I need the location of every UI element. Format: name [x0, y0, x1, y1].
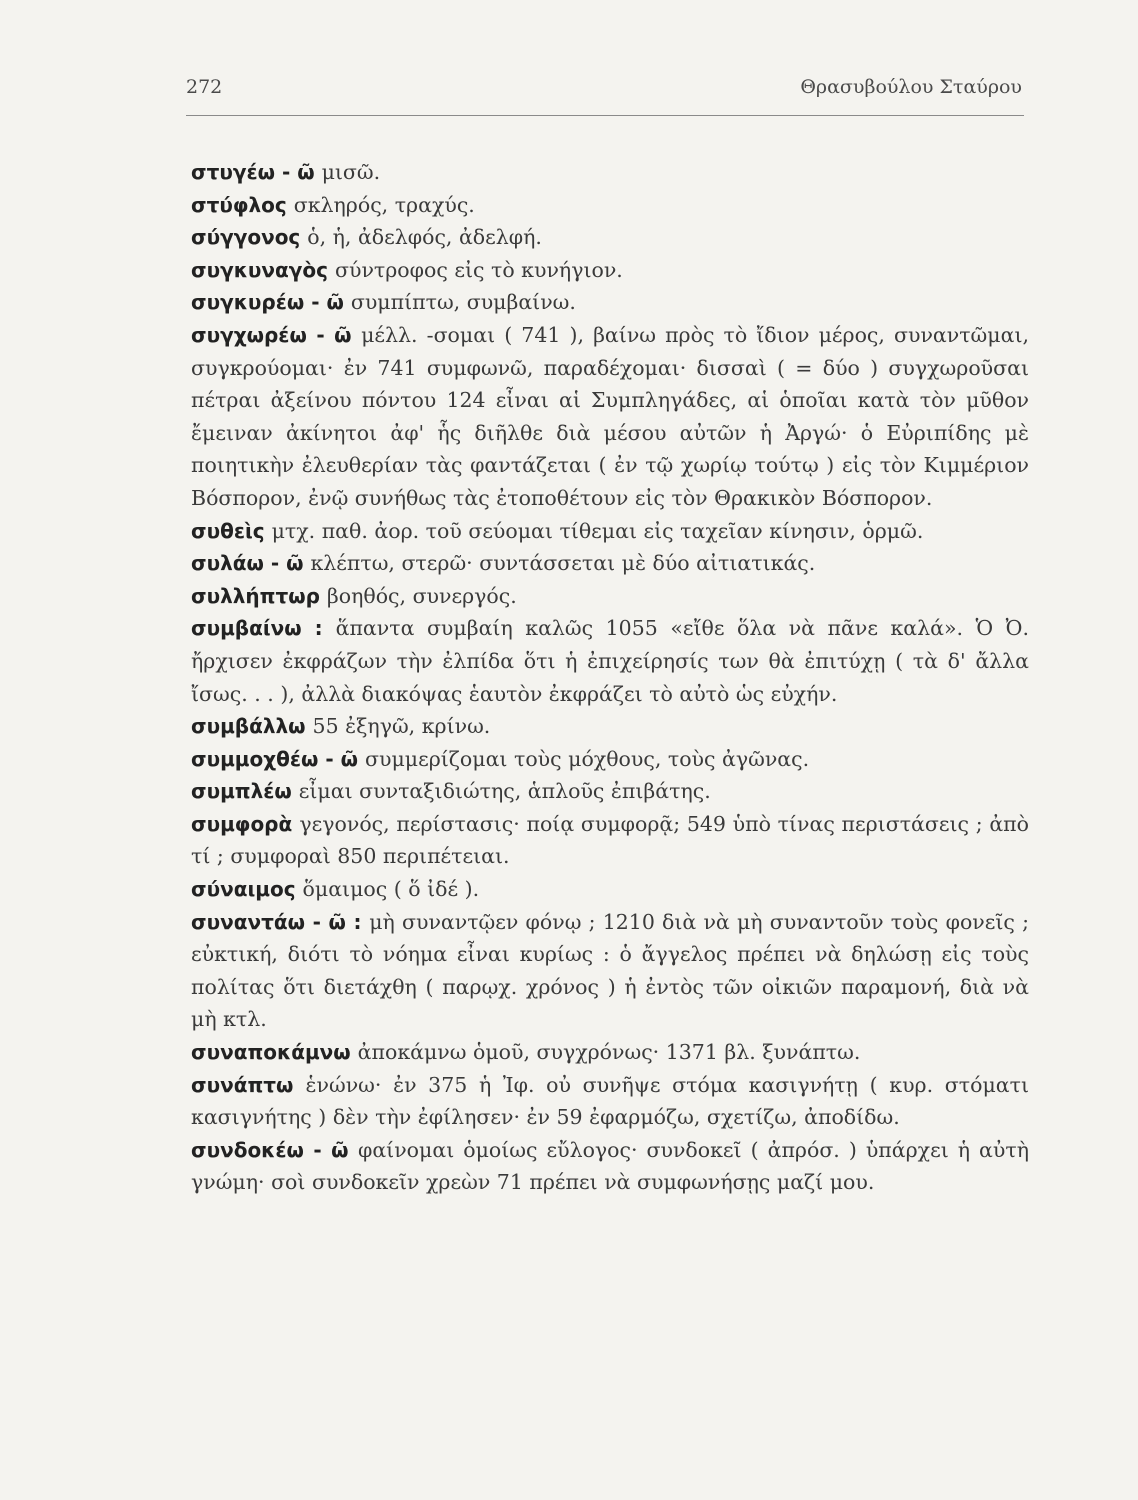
- entry: [191, 1036, 1029, 1069]
- page-number: 272: [186, 76, 223, 98]
- entry-lemma: συθεὶς: [191, 518, 265, 543]
- entry-definition: μισῶ.: [321, 160, 381, 184]
- entry-lemma: συγκυρέω - ῶ: [191, 290, 344, 315]
- entry-lemma: συγχωρέω - ῶ: [191, 322, 352, 347]
- entry: [191, 189, 1029, 222]
- entry-definition: μὴ συναντῷεν φόνῳ ; 1210 διὰ νὰ μὴ συναντοῦν τοὺς φονεῖς ; εὐκτική, διότι τὸ νόημα εἶναι κυρίως : ὁ ἄγγελος πρέπει νὰ δηλώσῃ εἰς τοὺς πολίτας ὅτι διετάχθη ( παρῳχ. χρόνος ) ἡ ἐντὸς τῶν οἰκιῶν παραμονή, διὰ νὰ μὴ κτλ.: [191, 909, 1029, 1032]
- entry-definition: ὁ, ἡ, ἀδελφός, ἀδελφή.: [307, 225, 542, 250]
- entry-lemma: σύγγονος: [191, 225, 301, 250]
- entry-lemma: συμπλέω: [191, 779, 292, 804]
- entry-lemma: συναποκάμνω: [191, 1040, 351, 1065]
- entry: [191, 1134, 1029, 1199]
- entry: [191, 286, 1029, 319]
- entry: [191, 156, 1029, 189]
- entry: [191, 612, 1029, 710]
- entry: [191, 808, 1029, 873]
- entry-definition: εἶμαι συνταξιδιώτης, ἁπλοῦς ἐπιβάτης.: [298, 779, 711, 804]
- entry-definition: σκληρός, τραχύς.: [293, 192, 475, 217]
- entry-definition: σύντροφος εἰς τὸ κυνήγιον.: [334, 257, 623, 282]
- entry: [191, 319, 1029, 515]
- entry-definition: μέλλ. -σομαι ( 741 ), βαίνω πρὸς τὸ ἴδιον μέρος, συναντῶμαι, συγκρούομαι· ἐν 741 συμφωνῶ, παραδέχομαι· δισσαὶ ( = δύο ) συγχωροῦσαι πέτραι ἀξείνου πόντου 124 εἶναι αἱ Συμπληγάδες, αἱ ὁποῖαι κατὰ τὸν μῦθον ἔμειναν ἀκίνητοι ἀφ' ἧς διῆλθε διὰ μέσου αὐτῶν ἡ Ἀργώ· ὁ Εὐριπίδης μὲ ποιητικὴν ἐλευθερίαν τὰς φαντάζεται ( ἐν τῷ χωρίῳ τούτῳ ) εἰς τὸν Κιμμέριον Βόσπορον, ἐνῷ συνήθως τὰς ἐτοποθέτουν εἰς τὸν Θρακικὸν Βόσπορον.: [191, 322, 1029, 510]
- entry-definition: ὅμαιμος ( ὅ ἰδέ ).: [302, 877, 480, 902]
- entry: [191, 547, 1029, 580]
- entry: [191, 1069, 1029, 1134]
- glossary-entries: [191, 156, 1029, 1199]
- entry-lemma: σύναιμος: [191, 877, 296, 902]
- entry-lemma: συγκυναγὸς: [191, 257, 329, 282]
- entry-lemma: συμφορὰ: [191, 811, 293, 836]
- entry-definition: 55 ἐξηγῶ, κρίνω.: [312, 714, 491, 739]
- entry: [191, 873, 1029, 906]
- entry-definition: ἑνώνω· ἐν 375 ἡ Ἰφ. οὐ συνῆψε στόμα κασιγνήτῃ ( κυρ. στόματι κασιγνήτης ) δὲν τὴν ἐφίλησεν· ἐν 59 ἐφαρμόζω, σχετίζω, ἀποδίδω.: [191, 1072, 1029, 1130]
- entry: [191, 580, 1029, 613]
- page-header: [186, 76, 1022, 98]
- entry-lemma: στύφλος: [191, 192, 287, 217]
- header-rule: [186, 115, 1024, 116]
- entry-definition: κλέπτω, στερῶ· συντάσσεται μὲ δύο αἰτιατικάς.: [310, 551, 816, 576]
- entry-definition: ἅπαντα συμβαίη καλῶς 1055 «εἴθε ὅλα νὰ πᾶνε καλά». Ὁ Ὀ. ἤρχισεν ἐκφράζων τὴν ἐλπίδα ὅτι ἡ ἐπιχείρησίς των θὰ ἐπιτύχῃ ( τὰ δ' ἄλλα ἴσως. . . ), ἀλλὰ διακόψας ἑαυτὸν ἐκφράζει τὸ αὐτὸ ὡς εὐχήν.: [191, 616, 1029, 706]
- entry-definition: συμπίπτω, συμβαίνω.: [350, 290, 576, 315]
- entry: [191, 775, 1029, 808]
- entry-lemma: συλλήπτωρ: [191, 583, 320, 608]
- entry-definition: μτχ. παθ. ἀορ. τοῦ σεύομαι τίθεμαι εἰς ταχεῖαν κίνησιν, ὁρμῶ.: [271, 518, 924, 543]
- entry-definition: γεγονός, περίστασις· ποίᾳ συμφορᾷ; 549 ὑπὸ τίνας περιστάσεις ; ἀπὸ τί ; συμφοραὶ 850 περιπέτειαι.: [191, 811, 1029, 869]
- entry-definition: βοηθός, συνεργός.: [326, 583, 517, 608]
- entry: [191, 743, 1029, 776]
- entry-definition: ἀποκάμνω ὁμοῦ, συγχρόνως· 1371 βλ. ξυνάπτω.: [357, 1040, 861, 1065]
- entry-lemma: συμβαίνω :: [191, 616, 323, 641]
- entry-lemma: συμβάλλω: [191, 714, 306, 739]
- entry-definition: φαίνομαι ὁμοίως εὔλογος· συνδοκεῖ ( ἀπρόσ. ) ὑπάρχει ἡ αὐτὴ γνώμη· σοὶ συνδοκεῖν χρεὼν 71 πρέπει νὰ συμφωνήσῃς μαζί μου.: [191, 1137, 1029, 1195]
- entry: [191, 906, 1029, 1036]
- entry-lemma: συνάπτω: [191, 1072, 294, 1097]
- entry-lemma: στυγέω - ῶ: [191, 160, 315, 184]
- entry: [191, 254, 1029, 287]
- running-title: Θρασυβούλου Σταύρου: [800, 76, 1022, 98]
- entry: [191, 710, 1029, 743]
- entry-lemma: συλάω - ῶ: [191, 551, 304, 576]
- entry-lemma: συναντάω - ῶ :: [191, 909, 362, 934]
- entry: [191, 221, 1029, 254]
- entry-lemma: συνδοκέω - ῶ: [191, 1137, 349, 1162]
- entry: [191, 515, 1029, 548]
- entry-lemma: συμμοχθέω - ῶ: [191, 746, 359, 771]
- entry-definition: συμμερίζομαι τοὺς μόχθους, τοὺς ἀγῶνας.: [365, 746, 810, 771]
